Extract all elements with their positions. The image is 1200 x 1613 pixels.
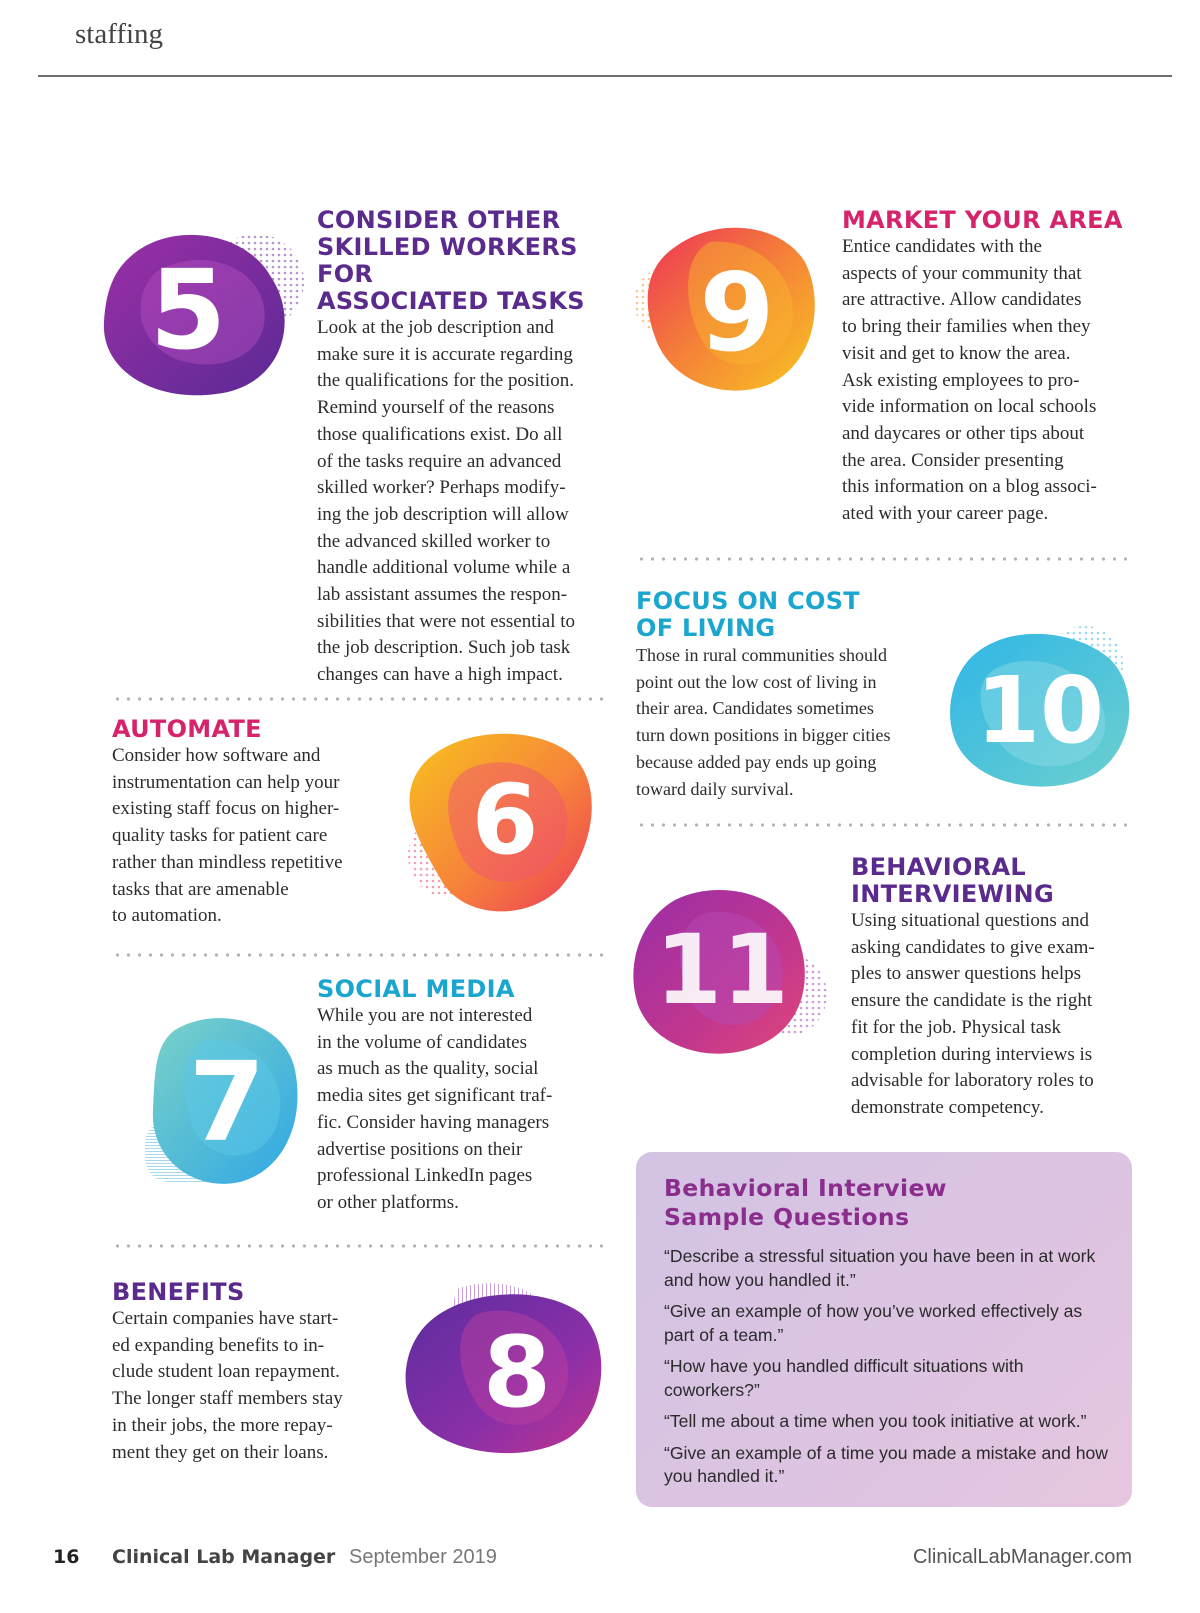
body-line: the area. Consider presenting	[842, 449, 1064, 471]
body-line: to bring their families when they	[842, 316, 1091, 338]
page-number: 16	[53, 1546, 80, 1568]
body-line: fit for the job. Physical task	[851, 1016, 1062, 1038]
item-10-title	[636, 588, 936, 642]
dotted-divider	[112, 953, 608, 957]
body-line: handle additional volume while a	[317, 557, 571, 579]
dotted-divider	[112, 697, 608, 701]
body-line: ated with your career page.	[842, 503, 1049, 525]
body-line: the advanced skilled worker to	[317, 530, 551, 552]
dotted-divider	[636, 557, 1132, 561]
body-line: Entice candidates with the	[842, 236, 1042, 257]
body-line: clude student loan repayment.	[112, 1361, 340, 1383]
item-5-title	[317, 207, 607, 315]
title-line: SKILLED WORKERS FOR	[317, 233, 578, 288]
body-line: sibilities that were not essential to	[317, 610, 576, 632]
question-item: “Describe a stressful situation you have been in at work and how you handled it.”	[664, 1246, 1096, 1290]
title-line: CONSIDER OTHER	[317, 206, 561, 234]
number-5-label: 5	[149, 246, 227, 374]
body-line: those qualifications exist. Do all	[317, 423, 563, 445]
body-line: vide information on local schools	[842, 396, 1097, 418]
body-line: skilled worker? Perhaps modify-	[317, 477, 566, 499]
body-line: The longer staff members stay	[112, 1388, 343, 1410]
body-line: media sites get significant traf-	[317, 1085, 553, 1107]
body-line: in the volume of candidates	[317, 1031, 527, 1053]
item-7-title	[317, 976, 607, 1003]
question-item: “Give an example of how you’ve worked effectively as part of a team.”	[664, 1301, 1083, 1345]
body-line: and daycares or other tips about	[842, 422, 1085, 444]
item-10-body	[636, 642, 936, 802]
body-line: the qualifications for the position.	[317, 370, 574, 392]
body-line: Consider how software and	[112, 745, 321, 766]
body-line: turn down positions in bigger cities	[636, 725, 891, 746]
number-9-label: 9	[699, 251, 775, 376]
body-line: ment they get on their loans.	[112, 1441, 329, 1463]
body-line: ples to answer questions helps	[851, 963, 1082, 985]
title-line: ASSOCIATED TASKS	[317, 287, 585, 315]
body-line: rather than mindless repetitive	[112, 851, 343, 873]
body-line: toward daily survival.	[636, 778, 794, 799]
title-line: AUTOMATE	[112, 715, 262, 743]
body-line: are attractive. Allow candidates	[842, 289, 1082, 311]
body-line: ed expanding benefits to in-	[112, 1334, 325, 1356]
body-line: asking candidates to give exam-	[851, 936, 1095, 958]
body-line: advisable for laboratory roles to	[851, 1070, 1094, 1092]
body-line: instrumentation can help your	[112, 771, 340, 793]
item-11-title	[851, 854, 1151, 908]
body-line: as much as the quality, social	[317, 1058, 539, 1080]
title-line: FOCUS ON COST	[636, 587, 860, 615]
body-line: in their jobs, the more repay-	[112, 1414, 333, 1436]
body-line: their area. Candidates sometimes	[636, 698, 874, 719]
body-line: this information on a blog associ-	[842, 476, 1097, 498]
body-line: point out the low cost of living in	[636, 671, 877, 692]
body-line: visit and get to know the area.	[842, 342, 1071, 364]
number-11-label: 11	[655, 914, 789, 1026]
body-line: demonstrate competency.	[851, 1096, 1044, 1118]
body-line: Using situational questions and	[851, 910, 1090, 931]
section-tag: staffing	[75, 18, 164, 50]
body-line: lab assistant assumes the respon-	[317, 584, 568, 606]
body-line: the job description. Such job task	[317, 637, 571, 659]
body-line: make sure it is accurate regarding	[317, 343, 573, 365]
body-line: aspects of your community that	[842, 262, 1082, 284]
body-line: to automation.	[112, 905, 222, 927]
number-11-graphic	[630, 885, 830, 1060]
item-9-body	[842, 234, 1152, 528]
sample-questions-box	[636, 1152, 1132, 1507]
title-line: MARKET YOUR AREA	[842, 206, 1123, 234]
item-8-body	[112, 1306, 412, 1466]
body-line: tasks that are amenable	[112, 878, 289, 900]
title-line: OF LIVING	[636, 614, 776, 642]
question-item: “Tell me about a time when you took initiative at work.”	[664, 1411, 1087, 1431]
number-10-label: 10	[975, 657, 1105, 764]
body-line: While you are not interested	[317, 1005, 533, 1026]
sample-questions-title	[664, 1174, 947, 1232]
dotted-divider	[636, 823, 1132, 827]
body-line: professional LinkedIn pages	[317, 1165, 533, 1187]
issue-date: September 2019	[349, 1546, 497, 1568]
body-line: Ask existing employees to pro-	[842, 369, 1080, 391]
number-8-label: 8	[482, 1316, 552, 1430]
number-8-graphic	[402, 1284, 608, 1456]
title-line: INTERVIEWING	[851, 880, 1054, 908]
item-6-body	[112, 743, 412, 930]
header-rule	[38, 75, 1172, 77]
body-line: Those in rural communities should	[636, 645, 887, 665]
body-line: because added pay ends up going	[636, 751, 877, 772]
item-5-body	[317, 315, 607, 689]
question-item: “How have you handled difficult situations with coworkers?”	[664, 1356, 1024, 1400]
number-6-label: 6	[471, 764, 539, 876]
number-7-label: 7	[188, 1038, 266, 1166]
body-line: or other platforms.	[317, 1191, 459, 1213]
question-list	[664, 1245, 1116, 1497]
body-line: fic. Consider having managers	[317, 1111, 550, 1133]
body-line: of the tasks require an advanced	[317, 450, 562, 472]
body-line: ensure the candidate is the right	[851, 990, 1093, 1012]
body-line: changes can have a high impact.	[317, 664, 563, 686]
item-9-title	[842, 207, 1152, 234]
website-link[interactable]: ClinicalLabManager.com	[912, 1546, 1132, 1568]
body-line: Look at the job description and	[317, 317, 554, 338]
number-10-graphic	[945, 624, 1135, 792]
item-8-title	[112, 1279, 412, 1306]
title-line: BEHAVIORAL	[851, 853, 1026, 881]
number-7-graphic	[145, 1010, 305, 1190]
item-11-body	[851, 908, 1151, 1122]
number-9-graphic	[640, 222, 820, 394]
magazine-name: Clinical Lab Manager	[112, 1546, 336, 1568]
title-line: SOCIAL MEDIA	[317, 975, 515, 1003]
item-7-body	[317, 1003, 607, 1217]
number-6-graphic	[400, 728, 600, 920]
item-6-title	[112, 716, 412, 743]
body-line: existing staff focus on higher-	[112, 798, 340, 820]
body-line: completion during interviews is	[851, 1043, 1093, 1065]
title-line: Sample Questions	[664, 1203, 910, 1231]
body-line: advertise positions on their	[317, 1138, 523, 1160]
question-item: “Give an example of a time you made a mistake and how you handled it.”	[664, 1442, 1108, 1486]
dotted-divider	[112, 1244, 608, 1248]
title-line: Behavioral Interview	[664, 1174, 947, 1202]
body-line: Remind yourself of the reasons	[317, 397, 555, 419]
body-line: Certain companies have start-	[112, 1308, 339, 1329]
number-5-graphic	[96, 222, 308, 406]
title-line: BENEFITS	[112, 1278, 245, 1306]
body-line: quality tasks for patient care	[112, 825, 328, 847]
body-line: ing the job description will allow	[317, 503, 569, 525]
